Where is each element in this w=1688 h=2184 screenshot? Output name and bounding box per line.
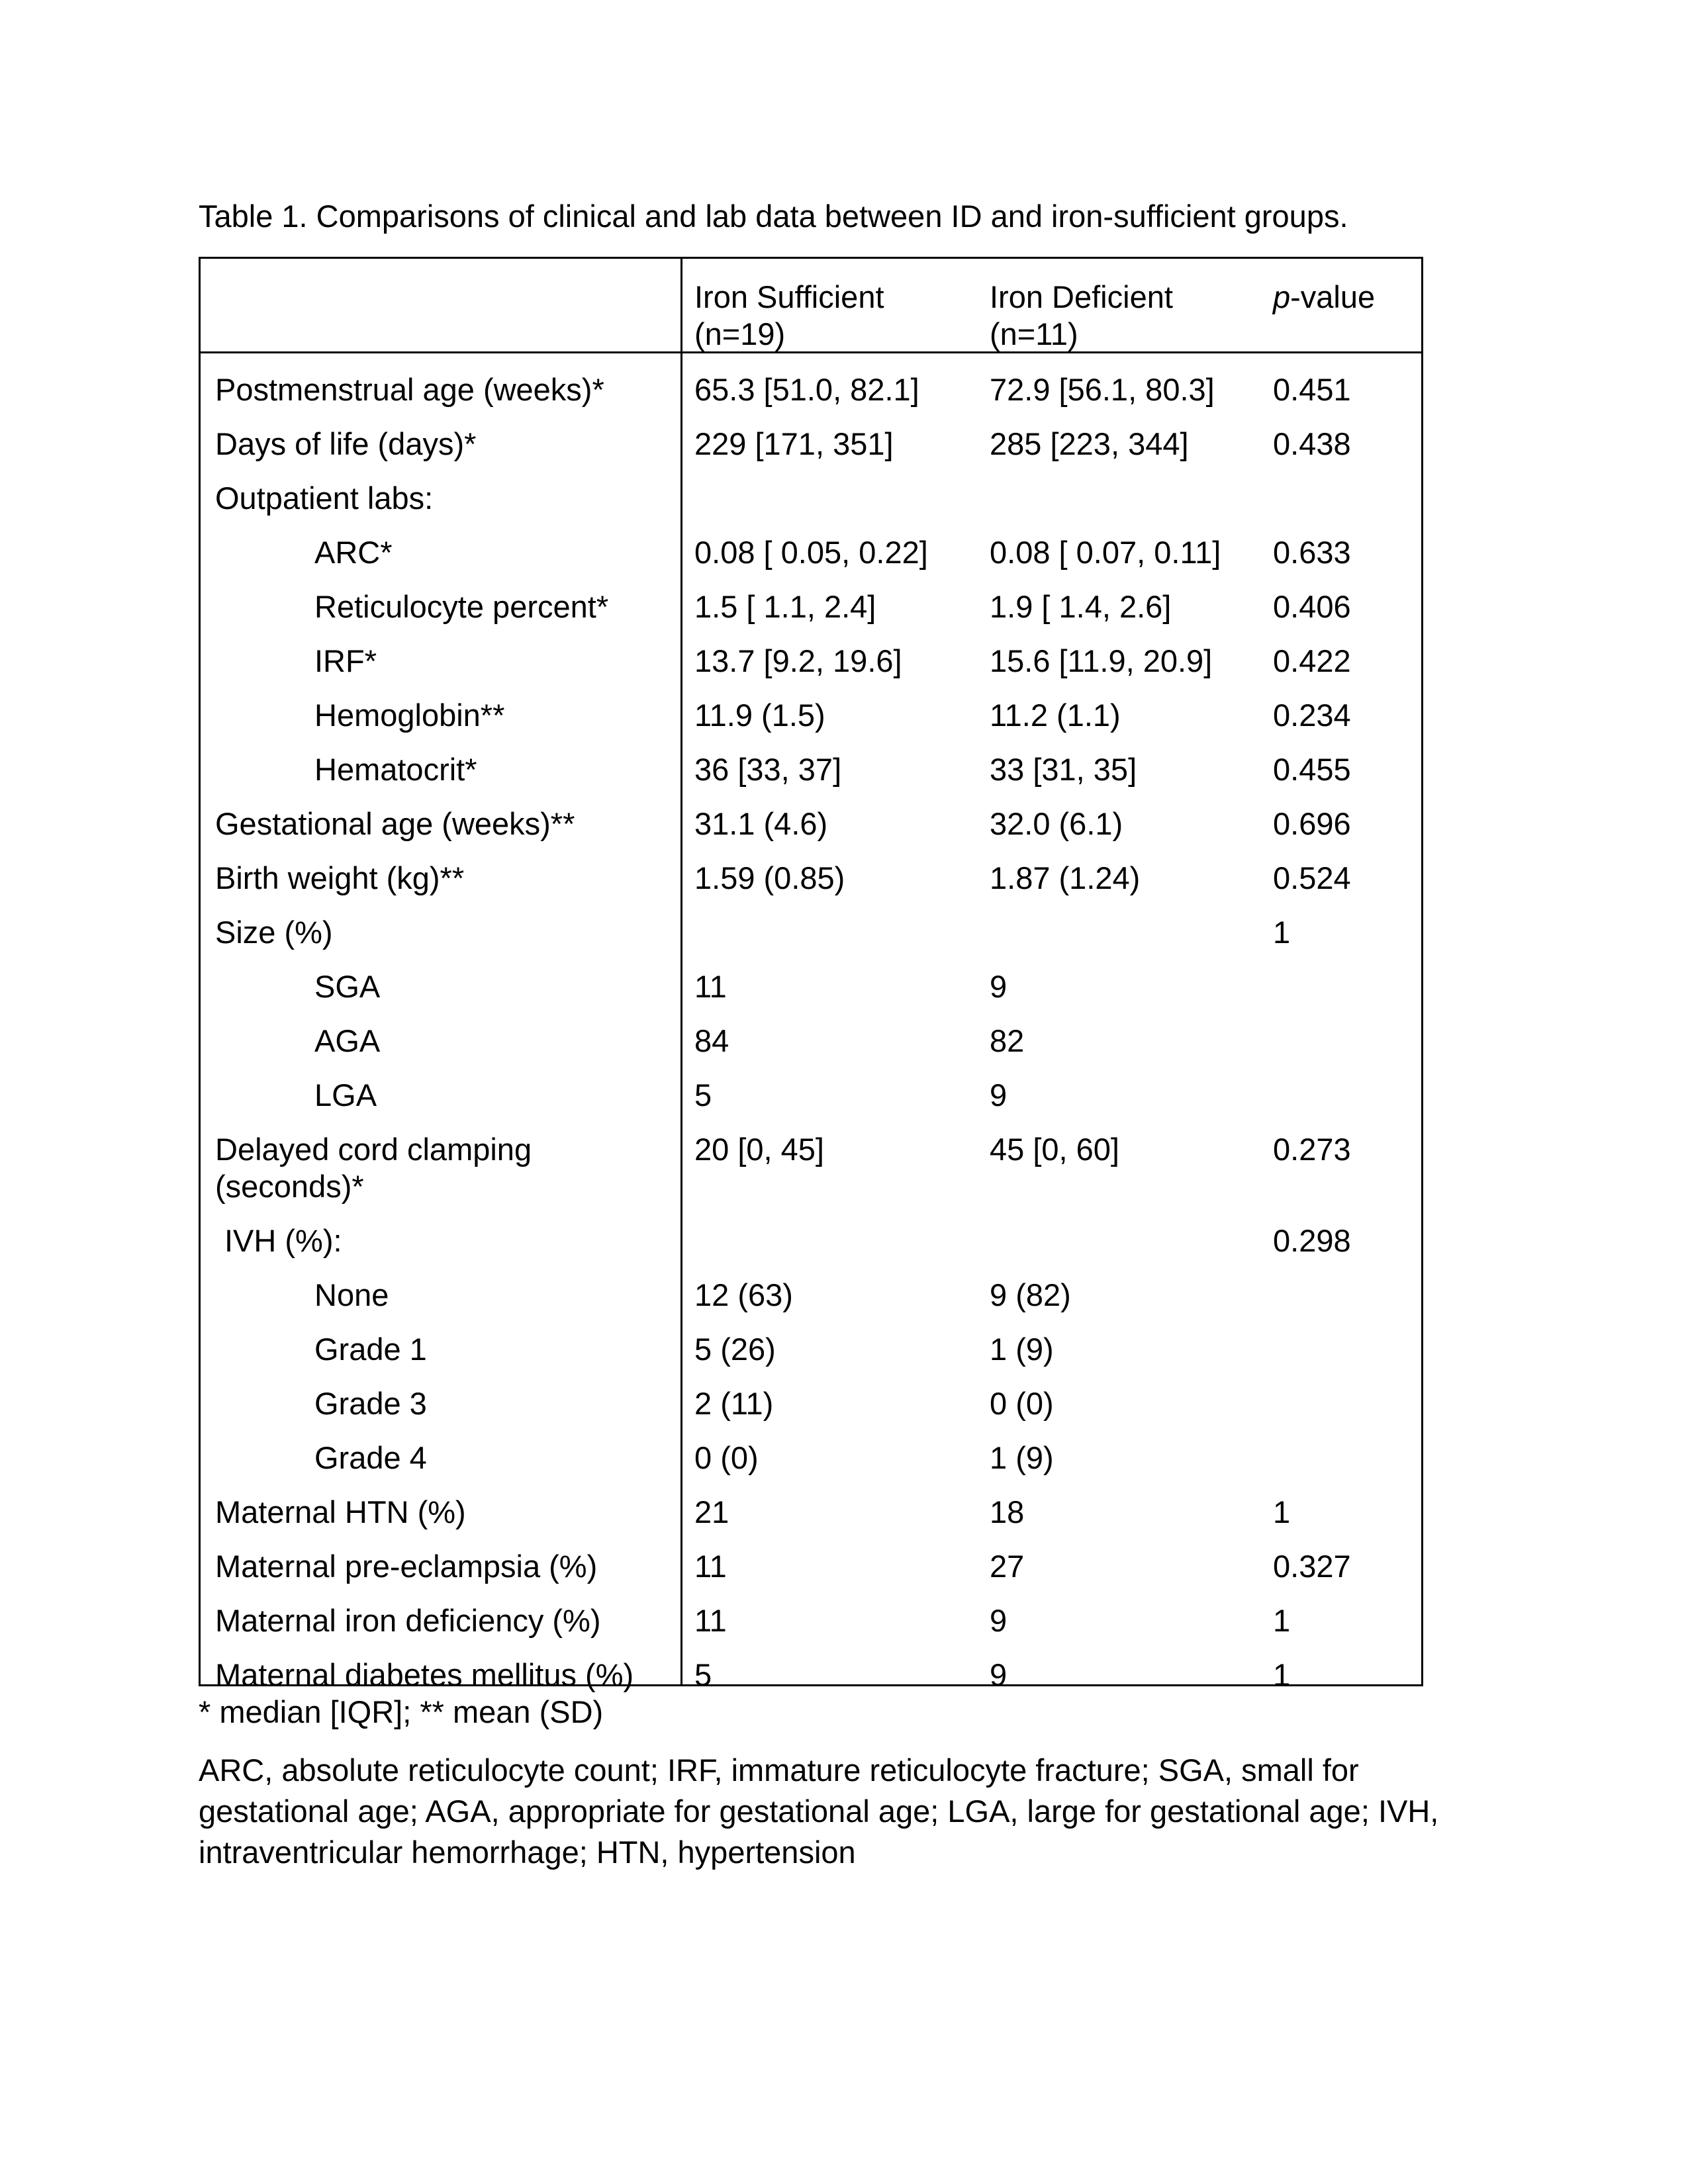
- row-label: Reticulocyte percent*: [314, 589, 609, 624]
- iron-sufficient-cell: 5: [694, 1077, 712, 1113]
- iron-sufficient-cell: 21: [694, 1494, 729, 1529]
- iron-sufficient-cell: 12 (63): [694, 1277, 793, 1312]
- header-p-value: [1273, 279, 1375, 316]
- row-label: Birth weight (kg)**: [215, 860, 465, 895]
- row-label: Days of life (days)*: [215, 426, 477, 461]
- p-value-cell: 0.327: [1273, 1549, 1351, 1584]
- iron-deficient-cell: 33 [31, 35]: [990, 752, 1137, 787]
- iron-sufficient-cell: 11.9 (1.5): [694, 698, 825, 733]
- iron-deficient-cell: 32.0 (6.1): [990, 806, 1123, 841]
- row-label: AGA: [314, 1023, 381, 1058]
- p-value-cell: 0.273: [1273, 1132, 1351, 1167]
- iron-sufficient-cell: 5: [694, 1657, 712, 1692]
- row-label: Grade 1: [314, 1332, 427, 1367]
- iron-deficient-cell: 18: [990, 1494, 1025, 1529]
- row-label: Size (%): [215, 915, 333, 950]
- iron-sufficient-cell: 11: [694, 969, 727, 1004]
- row-label: ARC*: [314, 535, 393, 570]
- iron-deficient-cell: 15.6 [11.9, 20.9]: [990, 643, 1213, 678]
- iron-deficient-cell: 1.87 (1.24): [990, 860, 1141, 895]
- row-label: Grade 3: [314, 1386, 427, 1421]
- header-iron-deficient: [990, 279, 1173, 353]
- row-label: Maternal diabetes mellitus (%): [215, 1657, 634, 1692]
- iron-sufficient-cell: 11: [694, 1603, 727, 1638]
- table-footnote: * median [IQR]; ** mean (SD): [199, 1694, 604, 1729]
- iron-deficient-cell: 9 (82): [990, 1277, 1071, 1312]
- header-iron-sufficient: [694, 279, 884, 353]
- row-label: LGA: [314, 1077, 377, 1113]
- row-label: Hemoglobin**: [314, 698, 505, 733]
- abbreviations-note: ARC, absolute reticulocyte count; IRF, immature reticulocyte fracture; SGA, small for gestational age; AGA, appropriate for gestational age; LGA, large for gestational age; IVH, intraventricular hemorrhage; HTN, hypertension: [199, 1752, 1439, 1870]
- iron-deficient-cell: 0 (0): [990, 1386, 1054, 1421]
- p-value-cell: 1: [1273, 1657, 1291, 1692]
- iron-deficient-cell: 1 (9): [990, 1332, 1054, 1367]
- p-value-cell: 0.234: [1273, 698, 1351, 733]
- p-value-cell: 0.406: [1273, 589, 1351, 624]
- iron-sufficient-cell: 5 (26): [694, 1332, 776, 1367]
- header-iron-deficient-label: Iron Deficient: [990, 279, 1173, 314]
- row-label: Grade 4: [314, 1440, 427, 1475]
- p-value-cell: 1: [1273, 1603, 1291, 1638]
- iron-sufficient-cell: 11: [694, 1549, 727, 1584]
- p-value-cell: 0.422: [1273, 643, 1351, 678]
- iron-sufficient-cell: 1.59 (0.85): [694, 860, 845, 895]
- p-value-cell: 0.696: [1273, 806, 1351, 841]
- iron-deficient-cell: 45 [0, 60]: [990, 1132, 1119, 1167]
- row-label: Maternal HTN (%): [215, 1494, 466, 1529]
- row-label: SGA: [314, 969, 381, 1004]
- iron-deficient-cell: 9: [990, 1603, 1008, 1638]
- row-label: Gestational age (weeks)**: [215, 806, 575, 841]
- p-value-cell: 0.524: [1273, 860, 1351, 895]
- iron-deficient-cell: 285 [223, 344]: [990, 426, 1189, 461]
- iron-sufficient-cell: 0.08 [ 0.05, 0.22]: [694, 535, 928, 570]
- header-p-suffix: -value: [1290, 279, 1376, 314]
- row-label: Maternal pre-eclampsia (%): [215, 1549, 598, 1584]
- p-value-cell: 0.455: [1273, 752, 1351, 787]
- iron-sufficient-cell: 36 [33, 37]: [694, 752, 842, 787]
- header-iron-sufficient-n: (n=19): [694, 316, 786, 351]
- p-value-cell: 0.451: [1273, 372, 1351, 407]
- header-p-italic: p: [1273, 279, 1291, 314]
- iron-sufficient-cell: 0 (0): [694, 1440, 759, 1475]
- iron-deficient-cell: 9: [990, 1077, 1008, 1113]
- header-iron-deficient-n: (n=11): [990, 316, 1078, 351]
- iron-sufficient-cell: 2 (11): [694, 1386, 774, 1421]
- iron-deficient-cell: 82: [990, 1023, 1025, 1058]
- data-table: [199, 257, 1423, 1692]
- p-value-cell: 0.298: [1273, 1223, 1351, 1258]
- row-label: IRF*: [314, 643, 377, 678]
- row-label: Postmenstrual age (weeks)*: [215, 372, 604, 407]
- table-caption: Table 1. Comparisons of clinical and lab data between ID and iron-sufficient groups.: [199, 199, 1348, 234]
- column-divider: [680, 259, 682, 1684]
- iron-deficient-cell: 11.2 (1.1): [990, 698, 1121, 733]
- row-label: Hematocrit*: [314, 752, 477, 787]
- header-iron-sufficient-label: Iron Sufficient: [694, 279, 884, 314]
- row-label: IVH (%):: [224, 1223, 342, 1258]
- iron-deficient-cell: 27: [990, 1549, 1025, 1584]
- p-value-cell: 1: [1273, 915, 1291, 950]
- iron-deficient-cell: 9: [990, 969, 1008, 1004]
- p-value-cell: 0.438: [1273, 426, 1351, 461]
- row-label: Maternal iron deficiency (%): [215, 1603, 601, 1638]
- p-value-cell: 1: [1273, 1494, 1291, 1529]
- iron-sufficient-cell: 20 [0, 45]: [694, 1132, 824, 1167]
- row-label: Delayed cord clamping (seconds)*: [215, 1132, 532, 1204]
- iron-sufficient-cell: 13.7 [9.2, 19.6]: [694, 643, 902, 678]
- iron-deficient-cell: 1 (9): [990, 1440, 1054, 1475]
- iron-deficient-cell: 0.08 [ 0.07, 0.11]: [990, 535, 1221, 570]
- iron-sufficient-cell: 31.1 (4.6): [694, 806, 828, 841]
- row-label: None: [314, 1277, 389, 1312]
- p-value-cell: 0.633: [1273, 535, 1351, 570]
- iron-sufficient-cell: 65.3 [51.0, 82.1]: [694, 372, 919, 407]
- iron-sufficient-cell: 1.5 [ 1.1, 2.4]: [694, 589, 876, 624]
- iron-deficient-cell: 9: [990, 1657, 1008, 1692]
- iron-sufficient-cell: 84: [694, 1023, 729, 1058]
- row-label: Outpatient labs:: [215, 480, 434, 516]
- iron-deficient-cell: 1.9 [ 1.4, 2.6]: [990, 589, 1172, 624]
- iron-deficient-cell: 72.9 [56.1, 80.3]: [990, 372, 1215, 407]
- iron-sufficient-cell: 229 [171, 351]: [694, 426, 894, 461]
